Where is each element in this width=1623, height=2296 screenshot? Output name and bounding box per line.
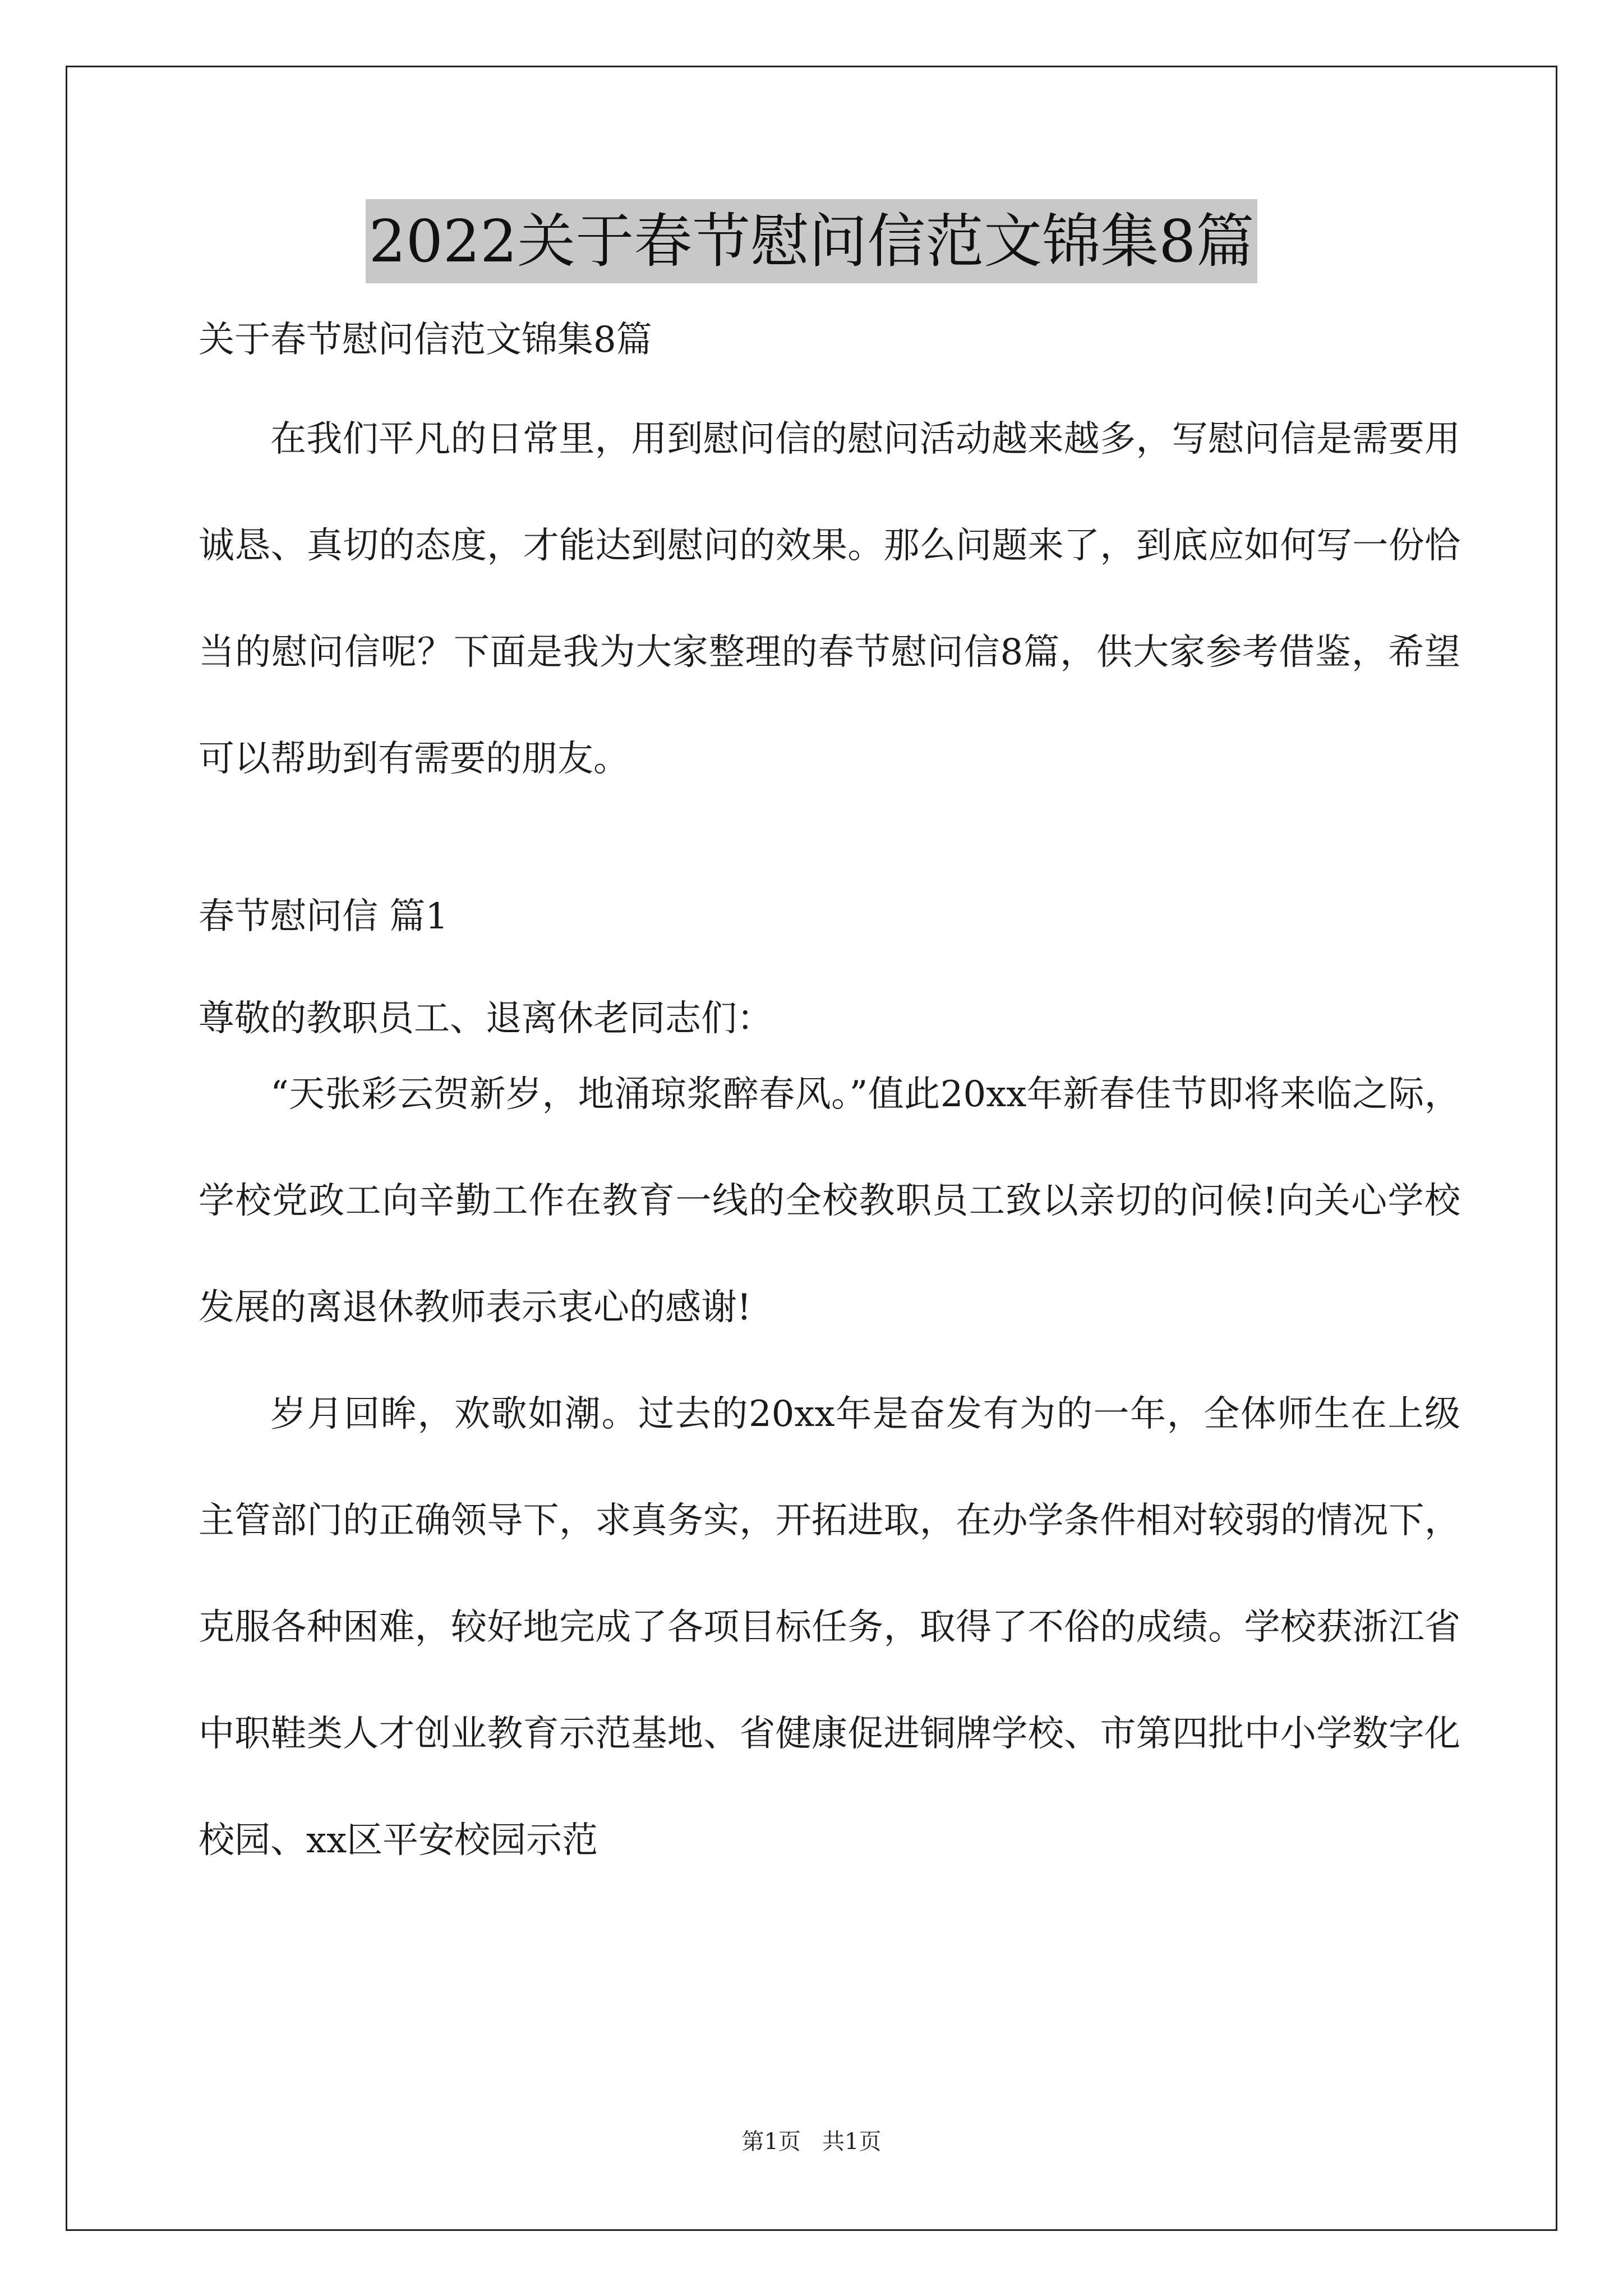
document-subtitle: 关于春节慰问信范文锦集8篇 [199,319,652,361]
spacer [199,812,1460,891]
page-footer: 第1页 共1页 [741,2129,882,2155]
intro-paragraph: 在我们平凡的日常里，用到慰问信的慰问活动越来越多，写慰问信是需要用诚恳、真切的态度，才能达到慰问的效果。那么问题来了，到底应如何写一份恰当的慰问信呢？下面是我为大家整理的春节慰问信8篇，供大家参考借鉴，希望可以帮助到有需要的朋友。 [199,418,1460,780]
document-body [199,314,1460,1894]
letter-paragraph: 岁月回眸，欢歌如潮。过去的20xx年是奋发有为的一年，全体师生在上级主管部门的正确领导下，求真务实，开拓进取，在办学条件相对较弱的情况下，克服各种困难，较好地完成了各项目标任务，取得了不俗的成绩。学校获浙江省中职鞋类人才创业教育示范基地、省健康促进铜牌学校、市第四批中小学数字化校园、xx区平安校园示范 [199,1393,1460,1861]
title-container [0,199,1623,283]
letter-salutation: 尊敬的教职员工、退离休老同志们： [199,998,773,1039]
document-title: 2022关于春节慰问信范文锦集8篇 [366,199,1258,283]
section-heading: 春节慰问信 篇1 [199,896,449,937]
letter-paragraph: “天张彩云贺新岁，地涌琼浆醉春风。”值此20xx年新春佳节即将来临之际，学校党政工向辛勤工作在教育一线的全校教职员工致以亲切的问候!向关心学校发展的离退休教师表示衷心的感谢! [199,1074,1460,1328]
